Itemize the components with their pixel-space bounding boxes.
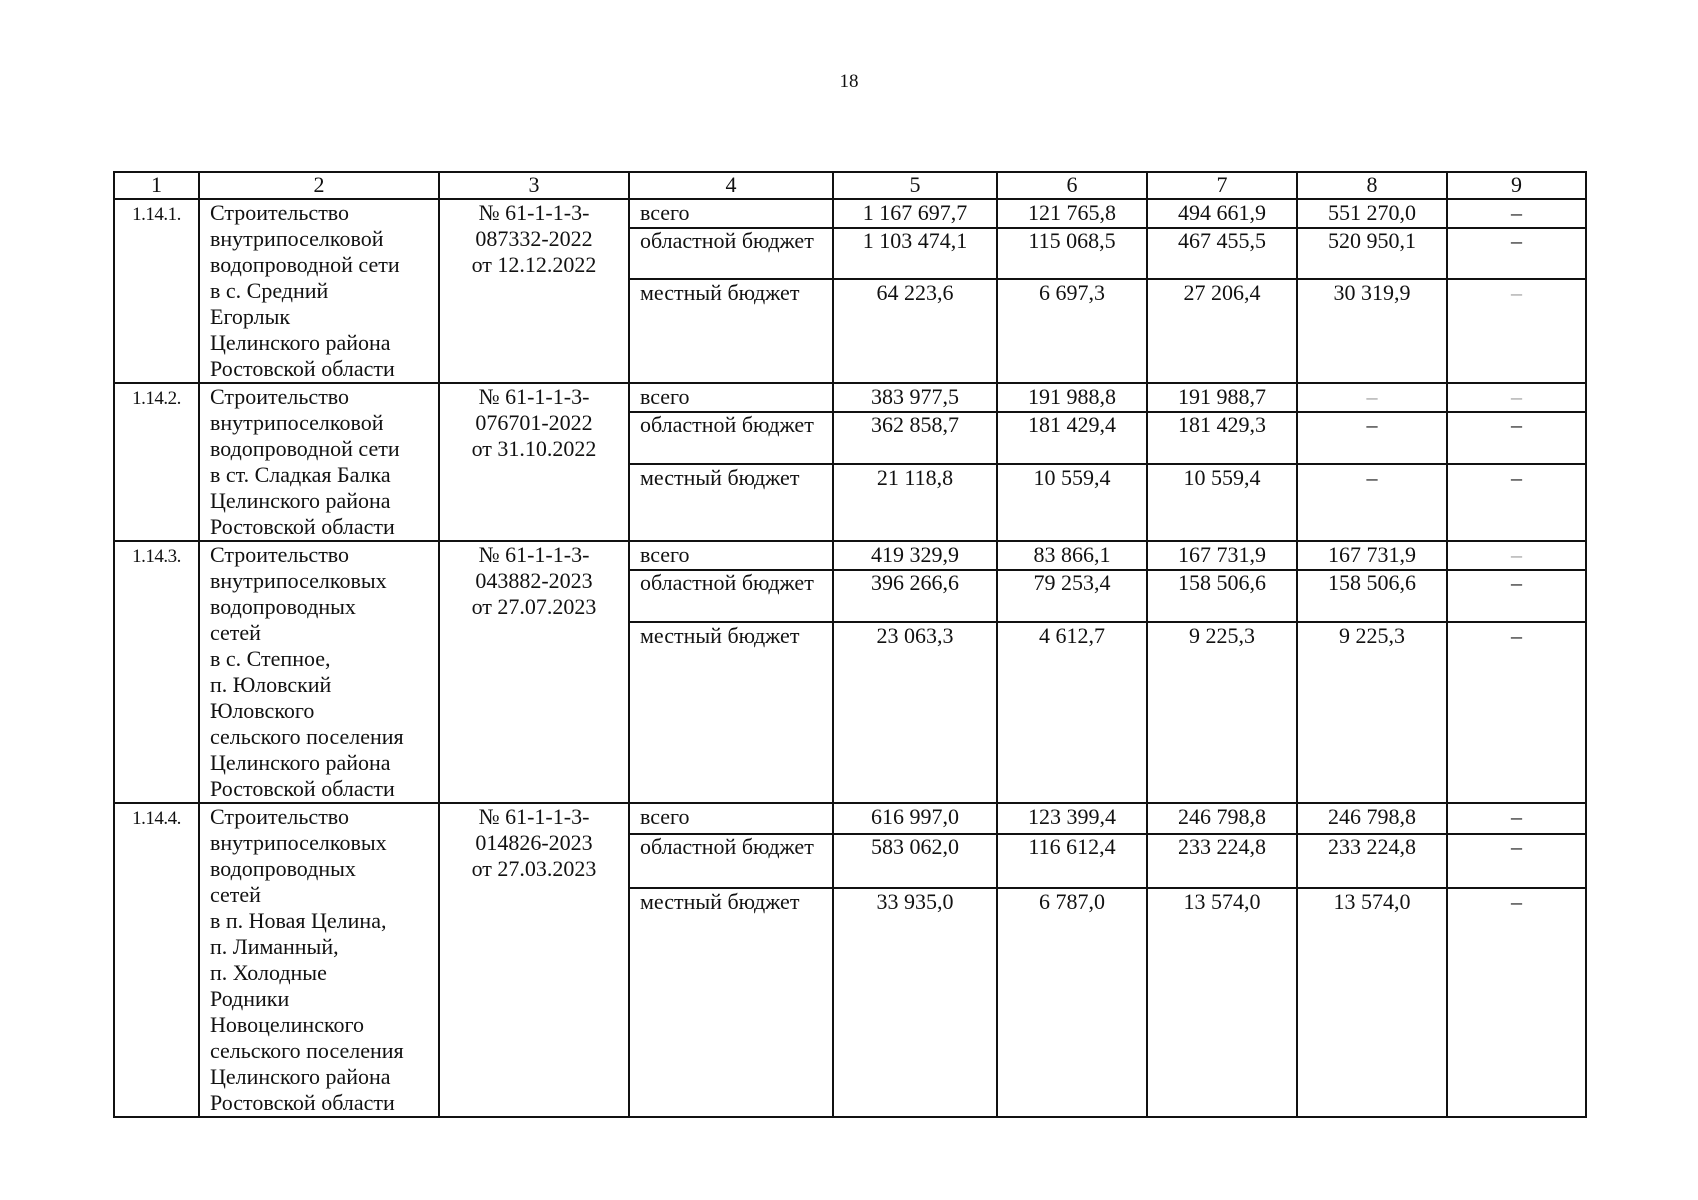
column-header: 5 (833, 172, 997, 199)
amount-value: 123 399,4 (997, 803, 1147, 834)
amount-value: 158 506,6 (1147, 570, 1297, 621)
amount-value: 362 858,7 (833, 412, 997, 464)
project-name-line: в п. Новая Целина, (210, 908, 387, 933)
project-name-cell (199, 199, 439, 383)
empty-value-dash: – (1297, 383, 1447, 412)
amount-value: 551 270,0 (1297, 199, 1447, 228)
amount-value: 167 731,9 (1297, 541, 1447, 570)
project-name-cell (199, 383, 439, 541)
empty-value-dash: – (1447, 834, 1586, 888)
project-name-line: Новоцелинского (210, 1012, 364, 1037)
empty-value-dash: – (1297, 464, 1447, 541)
amount-value: 181 429,4 (997, 412, 1147, 464)
expertise-doc-cell (439, 541, 629, 803)
amount-value: 9 225,3 (1147, 622, 1297, 803)
project-name-line: Целинского района (210, 330, 391, 355)
column-header: 4 (629, 172, 833, 199)
project-name-line: внутрипоселковой (210, 226, 384, 251)
project-name-line: сетей (210, 882, 261, 907)
column-header: 1 (114, 172, 199, 199)
amount-value: 13 574,0 (1297, 888, 1447, 1117)
amount-value: 10 559,4 (997, 464, 1147, 541)
expertise-doc-line: № 61-1-1-3- (478, 384, 590, 409)
amount-value: 21 118,8 (833, 464, 997, 541)
project-name-line: сельского поселения (210, 1038, 404, 1063)
row-code-cell (114, 541, 199, 803)
empty-value-dash: – (1447, 570, 1586, 621)
funding-source-label: местный бюджет (629, 622, 833, 803)
column-header: 2 (199, 172, 439, 199)
expertise-doc-line: 043882-2023 (475, 568, 593, 593)
project-name-line: внутрипоселковых (210, 830, 387, 855)
row-code: 1.14.3. (132, 546, 181, 567)
amount-value: 1 103 474,1 (833, 228, 997, 279)
amount-value: 233 224,8 (1147, 834, 1297, 888)
amount-value: 191 988,8 (997, 383, 1147, 412)
page-number: 18 (839, 71, 859, 92)
project-name-line: Целинского района (210, 488, 391, 513)
amount-value: 79 253,4 (997, 570, 1147, 621)
amount-value: 520 950,1 (1297, 228, 1447, 279)
expertise-doc-line: № 61-1-1-3- (478, 200, 590, 225)
expertise-doc-line: № 61-1-1-3- (478, 542, 590, 567)
empty-value-dash: – (1447, 541, 1586, 570)
expertise-doc-cell (439, 803, 629, 1117)
column-header: 8 (1297, 172, 1447, 199)
funding-source-label: областной бюджет (629, 834, 833, 888)
row-code: 1.14.4. (132, 808, 181, 829)
project-name-line: внутрипоселковой (210, 410, 384, 435)
project-name-line: водопроводных (210, 594, 356, 619)
column-header: 3 (439, 172, 629, 199)
project-name-line: Строительство (210, 384, 350, 409)
expertise-doc-line: 014826-2023 (475, 830, 593, 855)
funding-source-label: областной бюджет (629, 412, 833, 464)
funding-source-label: местный бюджет (629, 279, 833, 383)
amount-value: 121 765,8 (997, 199, 1147, 228)
amount-value: 83 866,1 (997, 541, 1147, 570)
amount-value: 233 224,8 (1297, 834, 1447, 888)
header-row (114, 172, 1586, 199)
table-row (114, 383, 1586, 412)
project-name-line: Строительство (210, 804, 350, 829)
project-name-cell (199, 803, 439, 1117)
amount-value: 467 455,5 (1147, 228, 1297, 279)
table-row (114, 541, 1586, 570)
project-name-line: п. Лиманный, (210, 934, 339, 959)
expertise-doc-cell (439, 383, 629, 541)
empty-value-dash: – (1447, 622, 1586, 803)
funding-source-label: областной бюджет (629, 228, 833, 279)
row-code-cell (114, 383, 199, 541)
row-code: 1.14.2. (132, 388, 181, 409)
project-name-line: п. Холодные (210, 960, 327, 985)
amount-value: 167 731,9 (1147, 541, 1297, 570)
expertise-doc-line: от 27.03.2023 (471, 856, 597, 881)
row-code-cell (114, 803, 199, 1117)
amount-value: 616 997,0 (833, 803, 997, 834)
project-name-line: Егорлык (210, 304, 291, 329)
empty-value-dash: – (1447, 412, 1586, 464)
empty-value-dash: – (1447, 383, 1586, 412)
funding-source-label: всего (629, 803, 833, 834)
project-name-line: п. Юловский (210, 672, 332, 697)
amount-value: 115 068,5 (997, 228, 1147, 279)
expertise-doc-line: от 12.12.2022 (471, 252, 597, 277)
expertise-doc-line: от 31.10.2022 (471, 436, 597, 461)
row-code-cell (114, 199, 199, 383)
project-name-line: Юловского (210, 698, 315, 723)
amount-value: 583 062,0 (833, 834, 997, 888)
amount-value: 6 697,3 (997, 279, 1147, 383)
amount-value: 246 798,8 (1147, 803, 1297, 834)
funding-source-label: всего (629, 383, 833, 412)
amount-value: 1 167 697,7 (833, 199, 997, 228)
amount-value: 23 063,3 (833, 622, 997, 803)
empty-value-dash: – (1447, 464, 1586, 541)
empty-value-dash: – (1297, 412, 1447, 464)
project-name-line: сельского поселения (210, 724, 404, 749)
project-name-line: водопроводной сети (210, 436, 400, 461)
empty-value-dash: – (1447, 228, 1586, 279)
project-name-line: Ростовской области (210, 1090, 395, 1115)
amount-value: 33 935,0 (833, 888, 997, 1117)
empty-value-dash: – (1447, 279, 1586, 383)
empty-value-dash: – (1447, 888, 1586, 1117)
expertise-doc-line: 087332-2022 (475, 226, 593, 251)
amount-value: 13 574,0 (1147, 888, 1297, 1117)
funding-source-label: всего (629, 199, 833, 228)
expertise-doc-line: № 61-1-1-3- (478, 804, 590, 829)
expertise-doc-cell (439, 199, 629, 383)
expertise-doc-line: от 27.07.2023 (471, 594, 597, 619)
funding-source-label: местный бюджет (629, 464, 833, 541)
amount-value: 10 559,4 (1147, 464, 1297, 541)
amount-value: 191 988,7 (1147, 383, 1297, 412)
column-header: 9 (1447, 172, 1586, 199)
expertise-doc-line: 076701-2022 (475, 410, 593, 435)
amount-value: 9 225,3 (1297, 622, 1447, 803)
column-header: 6 (997, 172, 1147, 199)
amount-value: 30 319,9 (1297, 279, 1447, 383)
project-name-line: Целинского района (210, 1064, 391, 1089)
row-code: 1.14.1. (132, 204, 181, 225)
project-name-line: Родники (210, 986, 290, 1011)
amount-value: 246 798,8 (1297, 803, 1447, 834)
amount-value: 181 429,3 (1147, 412, 1297, 464)
project-name-line: Строительство (210, 200, 350, 225)
funding-source-label: всего (629, 541, 833, 570)
amount-value: 396 266,6 (833, 570, 997, 621)
project-name-line: в ст. Сладкая Балка (210, 462, 391, 487)
project-name-line: внутрипоселковых (210, 568, 387, 593)
table-row (114, 803, 1586, 834)
project-name-line: сетей (210, 620, 261, 645)
project-name-line: Строительство (210, 542, 350, 567)
funding-source-label: областной бюджет (629, 570, 833, 621)
project-name-line: в с. Средний (210, 278, 329, 303)
budget-table (113, 171, 1587, 1118)
empty-value-dash: – (1447, 199, 1586, 228)
project-name-line: Ростовской области (210, 356, 395, 381)
project-name-line: водопроводной сети (210, 252, 400, 277)
amount-value: 4 612,7 (997, 622, 1147, 803)
amount-value: 64 223,6 (833, 279, 997, 383)
project-name-line: в с. Степное, (210, 646, 331, 671)
project-name-line: Ростовской области (210, 776, 395, 801)
amount-value: 419 329,9 (833, 541, 997, 570)
project-name-line: водопроводных (210, 856, 356, 881)
empty-value-dash: – (1447, 803, 1586, 834)
column-header: 7 (1147, 172, 1297, 199)
amount-value: 494 661,9 (1147, 199, 1297, 228)
table-row (114, 199, 1586, 228)
amount-value: 158 506,6 (1297, 570, 1447, 621)
funding-source-label: местный бюджет (629, 888, 833, 1117)
amount-value: 27 206,4 (1147, 279, 1297, 383)
amount-value: 6 787,0 (997, 888, 1147, 1117)
project-name-line: Целинского района (210, 750, 391, 775)
amount-value: 116 612,4 (997, 834, 1147, 888)
project-name-cell (199, 541, 439, 803)
project-name-line: Ростовской области (210, 514, 395, 539)
amount-value: 383 977,5 (833, 383, 997, 412)
